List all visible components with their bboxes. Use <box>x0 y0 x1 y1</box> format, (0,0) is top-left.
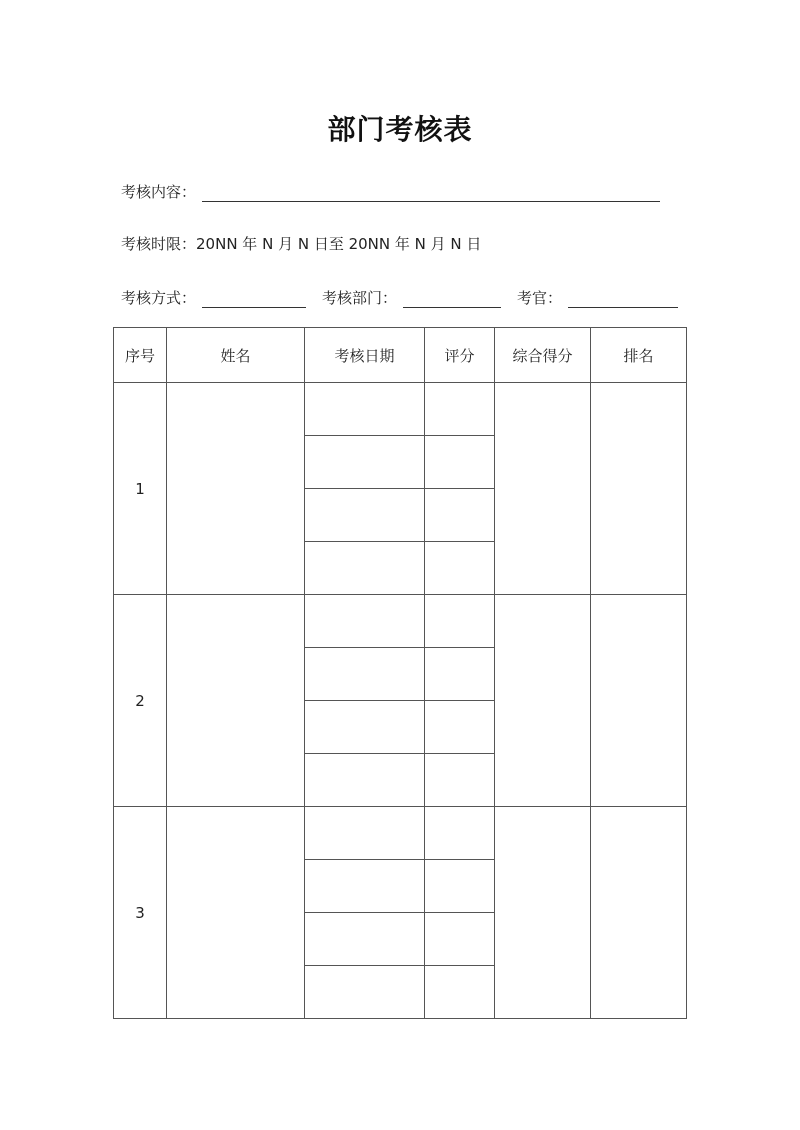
total-score-cell[interactable] <box>495 807 591 1019</box>
score-cell[interactable] <box>425 489 495 542</box>
date-cell[interactable] <box>305 913 425 966</box>
score-cell[interactable] <box>425 542 495 595</box>
score-cell[interactable] <box>425 913 495 966</box>
table-header-row <box>114 328 687 383</box>
date-cell[interactable] <box>305 754 425 807</box>
date-cell[interactable] <box>305 595 425 648</box>
table-row <box>114 807 687 860</box>
score-cell[interactable] <box>425 701 495 754</box>
header-rank: 排名 <box>591 328 687 383</box>
header-total-score: 综合得分 <box>495 328 591 383</box>
examiner-field[interactable] <box>568 293 678 308</box>
period-value: 20NN 年 N 月 N 日至 20NN 年 N 月 N 日 <box>196 235 482 253</box>
period-row <box>121 234 481 254</box>
examiner-label: 考官： <box>517 289 563 307</box>
score-cell[interactable] <box>425 966 495 1019</box>
total-score-cell[interactable] <box>495 595 591 807</box>
score-cell[interactable] <box>425 436 495 489</box>
date-cell[interactable] <box>305 489 425 542</box>
total-score-cell[interactable] <box>495 383 591 595</box>
score-cell[interactable] <box>425 860 495 913</box>
rank-cell[interactable] <box>591 595 687 807</box>
score-cell[interactable] <box>425 595 495 648</box>
score-cell[interactable] <box>425 807 495 860</box>
date-cell[interactable] <box>305 383 425 436</box>
row-index-cell: 2 <box>114 595 167 807</box>
name-cell[interactable] <box>167 807 305 1019</box>
content-label: 考核内容： <box>121 183 197 201</box>
row-index-cell: 3 <box>114 807 167 1019</box>
score-cell[interactable] <box>425 383 495 436</box>
score-cell[interactable] <box>425 648 495 701</box>
date-cell[interactable] <box>305 860 425 913</box>
name-cell[interactable] <box>167 383 305 595</box>
rank-cell[interactable] <box>591 807 687 1019</box>
assessment-table <box>113 327 687 1019</box>
header-index: 序号 <box>114 328 167 383</box>
content-field[interactable] <box>202 187 660 202</box>
date-cell[interactable] <box>305 701 425 754</box>
page-title: 部门考核表 <box>327 113 473 146</box>
method-label: 考核方式： <box>121 289 197 307</box>
date-cell[interactable] <box>305 436 425 489</box>
date-cell[interactable] <box>305 966 425 1019</box>
table-row <box>114 595 687 648</box>
content-row <box>121 182 660 202</box>
table-row <box>114 383 687 436</box>
header-name: 姓名 <box>167 328 305 383</box>
department-label: 考核部门： <box>322 289 398 307</box>
date-cell[interactable] <box>305 542 425 595</box>
name-cell[interactable] <box>167 595 305 807</box>
method-row <box>121 288 678 308</box>
rank-cell[interactable] <box>591 383 687 595</box>
row-index-cell: 1 <box>114 383 167 595</box>
period-label: 考核时限： <box>121 235 197 253</box>
header-date: 考核日期 <box>305 328 425 383</box>
method-field[interactable] <box>202 293 306 308</box>
header-score: 评分 <box>425 328 495 383</box>
date-cell[interactable] <box>305 648 425 701</box>
score-cell[interactable] <box>425 754 495 807</box>
date-cell[interactable] <box>305 807 425 860</box>
department-field[interactable] <box>403 293 501 308</box>
